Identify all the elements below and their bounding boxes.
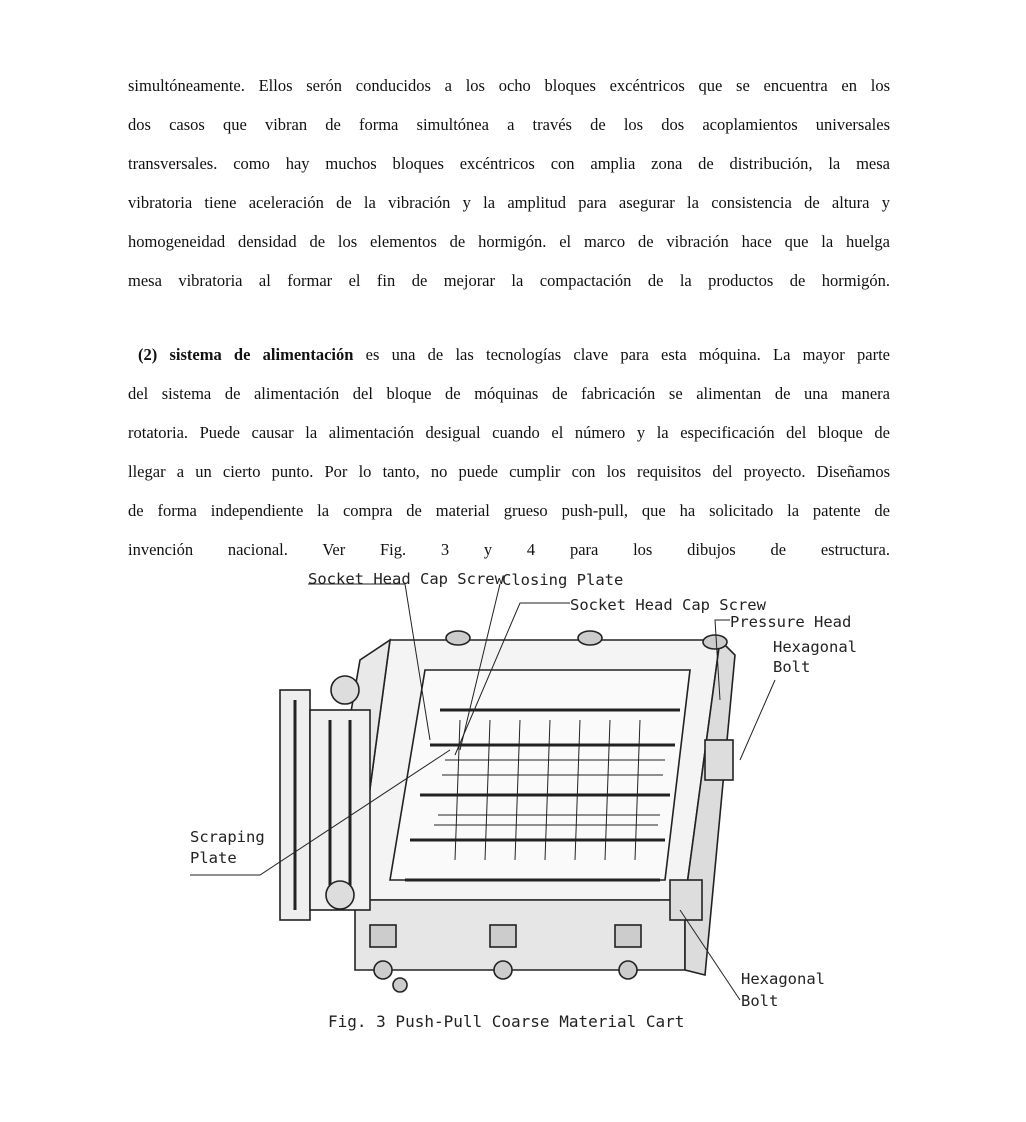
label-plate: Plate [190, 849, 237, 867]
label-socket-head-cap-screw-2: Socket Head Cap Screw [570, 596, 766, 614]
label-hexagonal-top: Hexagonal [773, 638, 857, 656]
figure-caption: Fig. 3 Push-Pull Coarse Material Cart [328, 1012, 685, 1031]
text-line: de forma independiente la compra de material grueso push-pull, que ha solicitado la patente de [128, 501, 890, 520]
label-pressure-head: Pressure Head [730, 613, 852, 631]
label-scraping: Scraping [190, 828, 265, 846]
label-hexagonal-bottom: Hexagonal [741, 970, 825, 988]
label-socket-head-cap-screw: Socket Head Cap Screw [308, 570, 504, 588]
paragraph-1 [128, 66, 890, 300]
text-line: mesa vibratoria al formar el fin de mejorar la compactación de la productos de hormigón. [128, 271, 890, 290]
text-line: del sistema de alimentación del bloque de móquinas de fabricación se alimentan de una manera [128, 384, 890, 403]
section-heading: (2) sistema de alimentación [138, 345, 354, 364]
text-line: invención nacional. Ver Fig. 3 y 4 para los dibujos de estructura. [128, 540, 890, 559]
text-line-rest: es una de las tecnologías clave para esta móquina. La mayor parte [353, 345, 890, 364]
label-bolt-top: Bolt [773, 658, 811, 676]
label-closing-plate: Closing Plate [502, 571, 624, 589]
figure-push-pull-cart [160, 560, 860, 1040]
label-bolt-bottom: Bolt [741, 992, 779, 1010]
text-line: rotatoria. Puede causar la alimentación desigual cuando el número y la especificación del bloque de [128, 423, 890, 442]
text-line: llegar a un cierto punto. Por lo tanto, no puede cumplir con los requisitos del proyecto. Diseñamos [128, 462, 890, 481]
paragraph-2 [128, 335, 890, 569]
text-line: simultóneamente. Ellos serón conducidos a los ocho bloques excéntricos que se encuentra en los [128, 76, 890, 95]
text-line-first [128, 335, 890, 374]
cart-drawing [160, 560, 860, 1040]
text-line: homogeneidad densidad de los elementos de hormigón. el marco de vibración hace que la huelga [128, 232, 890, 251]
text-line: vibratoria tiene aceleración de la vibración y la amplitud para asegurar la consistencia de altura y [128, 193, 890, 212]
text-line: transversales. como hay muchos bloques excéntricos con amplia zona de distribución, la mesa [128, 154, 890, 173]
text-line: dos casos que vibran de forma simultónea a través de los dos acoplamientos universales [128, 115, 890, 134]
